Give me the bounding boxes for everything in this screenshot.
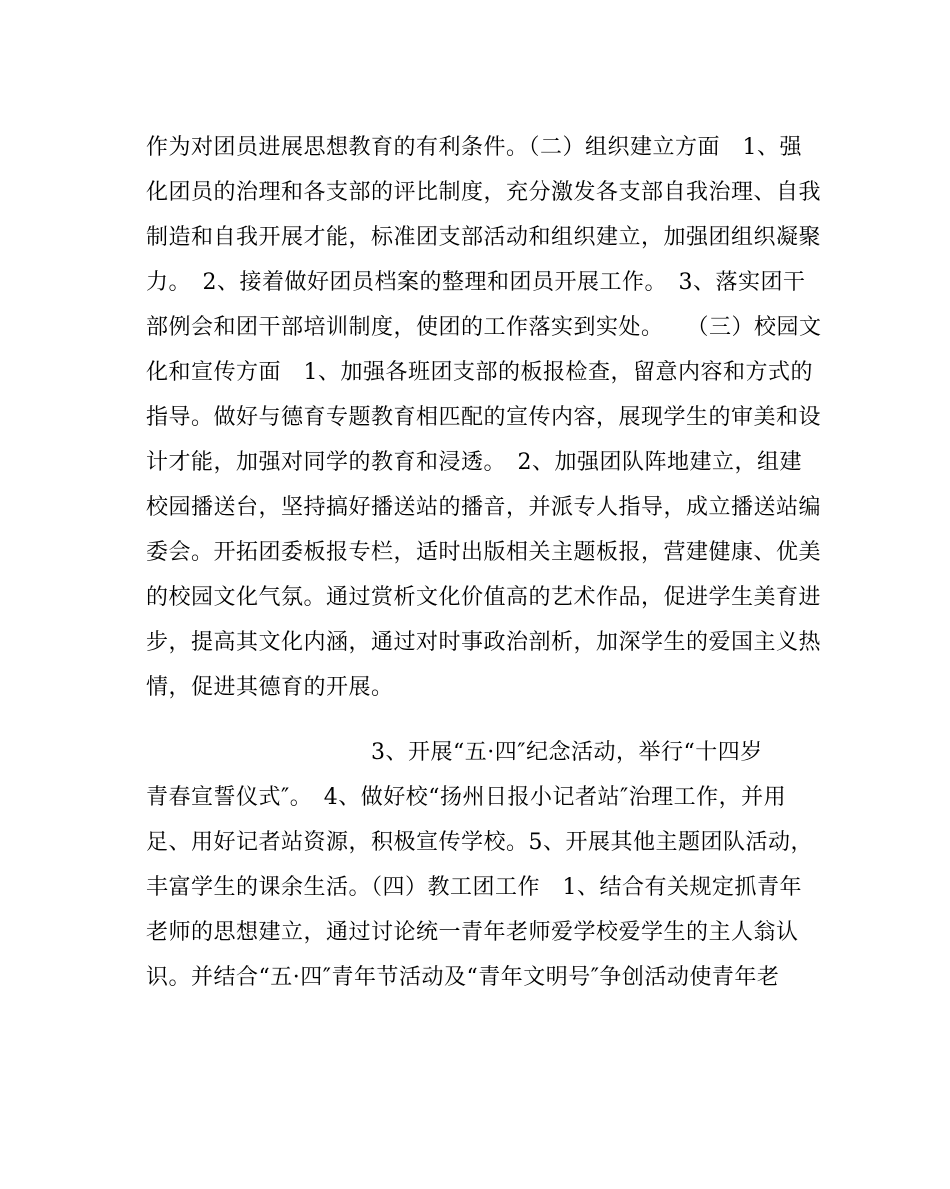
text-line: 委会。开拓团委板报专栏，适时出版相关主题板报，营建健康、优美 xyxy=(146,540,822,565)
text-line: 足、用好记者站资源，积极宣传学校。5、开展其他主题团队活动， xyxy=(146,830,813,855)
text-line: 3、开展“五·四″纪念活动，举行“十四岁 xyxy=(146,740,763,765)
text-line: 部例会和团干部培训制度，使团的工作落实到实处。 （三）校园文 xyxy=(146,315,822,340)
text-line: 情，促进其德育的开展。 xyxy=(146,675,394,700)
text-line: 青春宣誓仪式″。 4、做好校“扬州日报小记者站″治理工作，并用 xyxy=(146,785,787,810)
text-line: 老师的思想建立，通过讨论统一青年老师爱学校爱学生的主人翁认 xyxy=(146,920,799,945)
text-line: 力。 2、接着做好团员档案的整理和团员开展工作。 3、落实团干 xyxy=(146,270,806,295)
text-line: 化和宣传方面 1、加强各班团支部的板报检查，留意内容和方式的 xyxy=(146,360,813,385)
text-line: 丰富学生的课余生活。（四）教工团工作 1、结合有关规定抓青年 xyxy=(146,875,802,900)
text-line: 化团员的治理和各支部的评比制度，充分激发各支部自我治理、自我 xyxy=(146,180,822,205)
text-line: 的校园文化气氛。通过赏析文化价值高的艺术作品，促进学生美育进 xyxy=(146,585,822,610)
text-line: 指导。做好与德育专题教育相匹配的宣传内容，展现学生的审美和设 xyxy=(146,405,822,430)
text-line: 作为对团员进展思想教育的有利条件。（二）组织建立方面 1、强 xyxy=(146,135,802,160)
text-line: 步，提高其文化内涵，通过对时事政治剖析，加深学生的爱国主义热 xyxy=(146,630,822,655)
text-line: 校园播送台，坚持搞好播送站的播音，并派专人指导，成立播送站编 xyxy=(146,495,822,520)
text-line: 识。并结合“五·四″青年节活动及“青年文明号″争创活动使青年老 xyxy=(146,965,780,990)
text-line: 计才能，加强对同学的教育和浸透。 2、加强团队阵地建立，组建 xyxy=(146,450,802,475)
text-line: 制造和自我开展才能，标准团支部活动和组织建立，加强团组织凝聚 xyxy=(146,225,822,250)
